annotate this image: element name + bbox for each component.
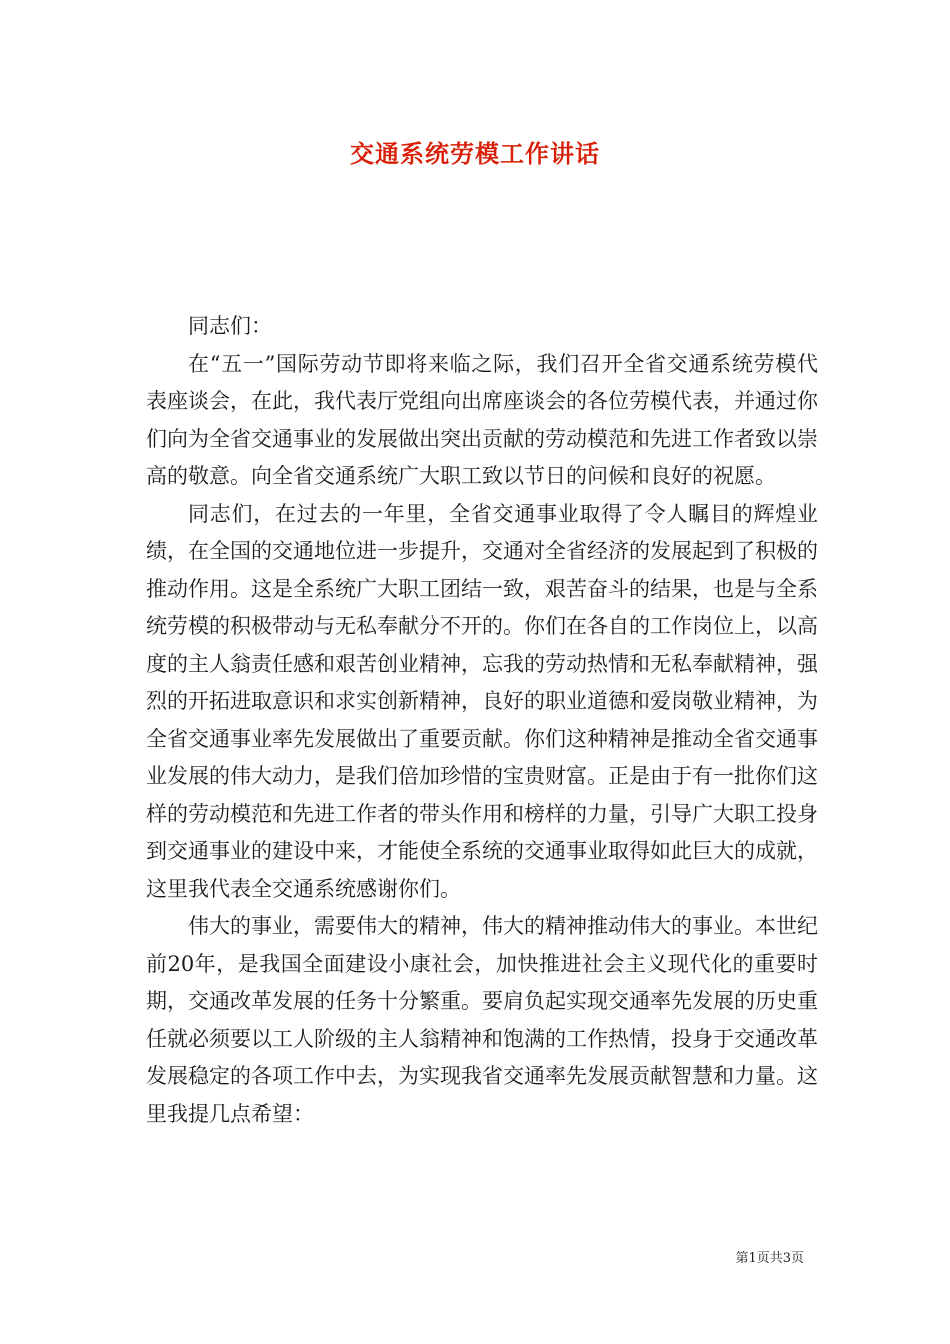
- page-number-label: 第1页共3页: [735, 1251, 804, 1266]
- body-paragraph: 在“五一”国际劳动节即将来临之际，我们召开全省交通系统劳模代表座谈会，在此，我代表厅党组向出席座谈会的各位劳模代表，并通过你们向为全省交通事业的发展做出突出贡献的劳动模范和先进工作者致以崇高的敬意。向全省交通系统广大职工致以节日的问候和良好的祝愿。: [146, 351, 818, 488]
- document-title: 交通系统劳模工作讲话: [350, 139, 600, 168]
- body-paragraph: 同志们，在过去的一年里，全省交通事业取得了令人瞩目的辉煌业绩，在全国的交通地位进一步提升，交通对全省经济的发展起到了积极的推动作用。这是全系统广大职工团结一致，艰苦奋斗的结果，也是与全系统劳模的积极带动与无私奉献分不开的。你们在各自的工作岗位上，以高度的主人翁责任感和艰苦创业精神，忘我的劳动热情和无私奉献精神，强烈的开拓进取意识和求实创新精神，良好的职业道德和爱岗敬业精神，为全省交通事业率先发展做出了重要贡献。你们这种精神是推动全省交通事业发展的伟大动力，是我们倍加珍惜的宝贵财富。正是由于有一批你们这样的劳动模范和先进工作者的带头作用和榜样的力量，引导广大职工投身到交通事业的建设中来，才能使全系统的交通事业取得如此巨大的成就，这里我代表全交通系统感谢你们。: [146, 501, 818, 901]
- salutation-paragraph: 同志们：: [188, 314, 272, 338]
- page-number-footer: [735, 1247, 804, 1266]
- body-paragraph: 伟大的事业，需要伟大的精神，伟大的精神推动伟大的事业。本世纪前20年，是我国全面建设小康社会，加快推进社会主义现代化的重要时期，交通改革发展的任务十分繁重。要肩负起实现交通率先发展的历史重任就必须要以工人阶级的主人翁精神和饱满的工作热情，投身于交通改革发展稳定的各项工作中去，为实现我省交通率先发展贡献智慧和力量。这里我提几点希望：: [146, 914, 818, 1126]
- document-body: [146, 308, 818, 1133]
